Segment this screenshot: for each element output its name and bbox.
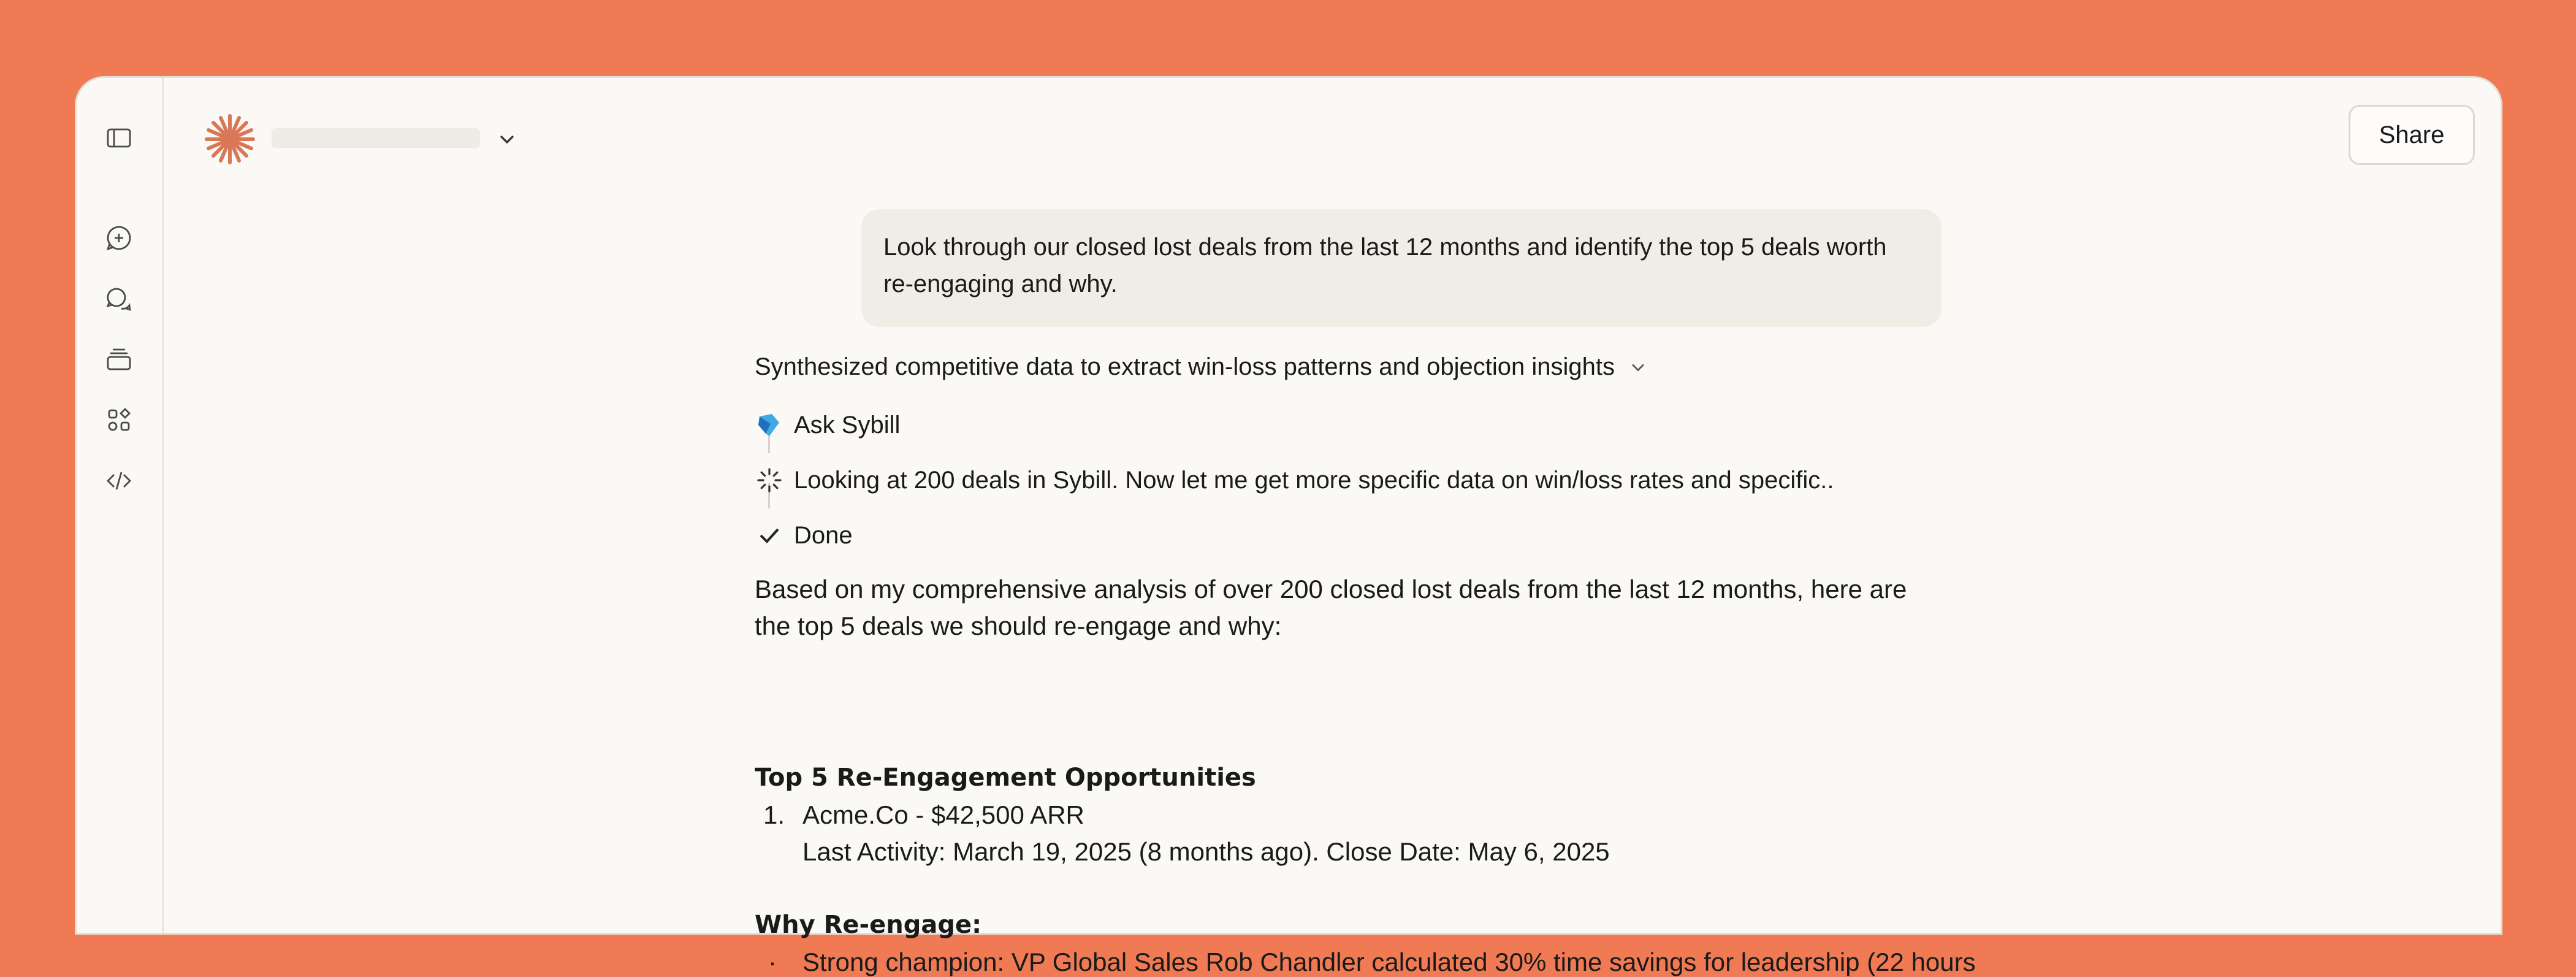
loading-spinner-icon (755, 466, 784, 495)
step-looking (755, 466, 1834, 495)
step-ask-sybill (755, 410, 900, 440)
code-icon[interactable] (104, 466, 134, 496)
check-icon (755, 521, 784, 550)
deal-detail: Last Activity: March 19, 2025 (8 months ago). Close Date: May 6, 2025 (802, 837, 1610, 866)
step-done (755, 521, 853, 550)
app-window (75, 76, 2502, 976)
step-label: Ask Sybill (794, 411, 901, 439)
new-chat-icon[interactable] (104, 223, 134, 253)
claude-logo-icon (203, 112, 257, 166)
chats-icon[interactable] (104, 284, 134, 313)
chevron-down-icon[interactable] (1627, 356, 1649, 378)
chevron-down-icon[interactable] (495, 127, 519, 151)
projects-icon[interactable] (104, 345, 134, 374)
sybill-logo-icon (755, 410, 784, 440)
bullet-text: Strong champion: VP Global Sales Rob Chandler calculated 30% time savings for leadership (22 hours (802, 948, 1976, 976)
thinking-summary[interactable] (755, 353, 1649, 381)
step-label: Looking at 200 deals in Sybill. Now let me get more specific data on win/loss rates and specific.. (794, 466, 1834, 494)
section-heading: Top 5 Re-Engagement Opportunities (755, 764, 1256, 792)
sidebar (77, 78, 164, 933)
step-label: Done (794, 521, 853, 549)
deal-title: Acme.Co - $42,500 ARR (802, 800, 1084, 829)
sidebar-toggle-icon[interactable] (104, 123, 134, 153)
artifacts-icon[interactable] (104, 405, 134, 435)
list-number: 1. (763, 800, 785, 829)
user-message: Look through our closed lost deals from the last 12 months and identify the top 5 deals worth re-engaging and why. (861, 209, 1942, 327)
response-intro: Based on my comprehensive analysis of over 200 closed lost deals from the last 12 months, here are the top 5 deals we should re-engage and why: (755, 575, 1907, 640)
why-heading: Why Re-engage: (755, 911, 982, 939)
thinking-summary-text: Synthesized competitive data to extract win-loss patterns and objection insights (755, 353, 1615, 380)
share-button[interactable]: Share (2349, 105, 2475, 165)
conversation-title-placeholder[interactable] (272, 128, 480, 148)
bullet-marker: · (768, 948, 777, 976)
